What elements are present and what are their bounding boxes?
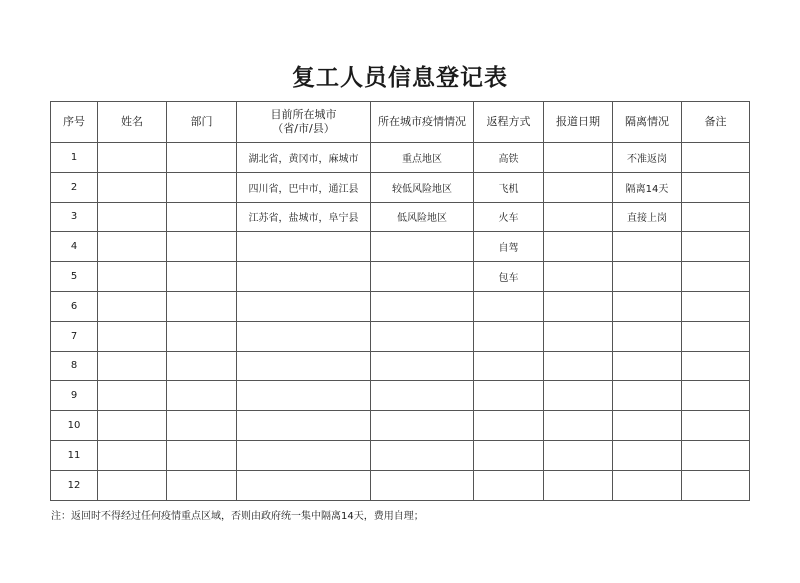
cell-name[interactable] [98,291,167,321]
table-row [51,321,750,351]
table-row [51,411,750,441]
cell-seq[interactable]: 6 [51,291,98,321]
cell-name[interactable] [98,411,167,441]
cell-transport[interactable]: 火车 [474,202,544,232]
header-quarantine: 隔离情况 [613,102,682,143]
cell-dept[interactable] [167,172,237,202]
cell-report-date[interactable] [544,232,613,262]
cell-report-date[interactable] [544,351,613,381]
table-row [51,262,750,292]
cell-report-date[interactable] [544,470,613,500]
cell-transport[interactable]: 飞机 [474,172,544,202]
cell-current-city[interactable]: 江苏省，盐城市，阜宁县 [237,202,371,232]
cell-name[interactable] [98,470,167,500]
cell-current-city[interactable] [237,321,371,351]
cell-dept[interactable] [167,321,237,351]
cell-name[interactable] [98,321,167,351]
page-title: 复工人员信息登记表 [292,65,508,91]
cell-quarantine[interactable] [613,411,682,441]
header-current-city-line1: 目前所在城市 [270,108,337,121]
cell-transport[interactable] [474,411,544,441]
header-transport: 返程方式 [474,102,544,143]
cell-seq[interactable]: 9 [51,381,98,411]
cell-seq[interactable]: 5 [51,262,98,292]
header-epidemic-status: 所在城市疫情情况 [371,102,474,143]
table-header-row [51,102,750,143]
cell-quarantine[interactable] [613,321,682,351]
cell-remark[interactable] [682,351,750,381]
cell-dept[interactable] [167,440,237,470]
footer-note: 注：返回时不得经过任何疫情重点区域，否则由政府统一集中隔离14天，费用自理； [51,511,424,522]
cell-name[interactable] [98,172,167,202]
cell-report-date[interactable] [544,291,613,321]
cell-current-city[interactable] [237,440,371,470]
cell-remark[interactable] [682,262,750,292]
cell-remark[interactable] [682,381,750,411]
cell-dept[interactable] [167,411,237,441]
cell-epidemic-status[interactable] [371,470,474,500]
cell-remark[interactable] [682,291,750,321]
cell-remark[interactable] [682,321,750,351]
cell-name[interactable] [98,202,167,232]
cell-quarantine[interactable] [613,351,682,381]
cell-remark[interactable] [682,440,750,470]
cell-report-date[interactable] [544,172,613,202]
cell-transport[interactable] [474,440,544,470]
table-row [51,381,750,411]
cell-current-city[interactable] [237,262,371,292]
table-row [51,232,750,262]
cell-transport[interactable] [474,381,544,411]
table-row [51,351,750,381]
header-dept: 部门 [167,102,237,143]
header-current-city-line2: （省/市/县） [272,122,335,135]
cell-current-city[interactable]: 湖北省，黄冈市，麻城市 [237,143,371,173]
table-row [51,143,750,173]
cell-epidemic-status[interactable] [371,440,474,470]
cell-remark[interactable] [682,411,750,441]
header-report-date: 报道日期 [544,102,613,143]
cell-quarantine[interactable] [613,262,682,292]
cell-seq[interactable]: 1 [51,143,98,173]
cell-dept[interactable] [167,202,237,232]
cell-report-date[interactable] [544,440,613,470]
table-body [51,143,750,501]
cell-remark[interactable] [682,470,750,500]
cell-epidemic-status[interactable] [371,262,474,292]
cell-quarantine[interactable]: 隔离14天 [613,172,682,202]
cell-current-city[interactable] [237,291,371,321]
cell-name[interactable] [98,232,167,262]
cell-transport[interactable] [474,351,544,381]
cell-transport[interactable]: 自驾 [474,232,544,262]
cell-transport[interactable]: 包车 [474,262,544,292]
registration-table [50,101,750,501]
cell-remark[interactable] [682,202,750,232]
table-row [51,440,750,470]
cell-report-date[interactable] [544,381,613,411]
cell-current-city[interactable] [237,470,371,500]
cell-current-city[interactable] [237,411,371,441]
cell-current-city[interactable] [237,381,371,411]
cell-epidemic-status[interactable] [371,321,474,351]
cell-transport[interactable] [474,291,544,321]
cell-seq[interactable]: 8 [51,351,98,381]
cell-epidemic-status[interactable] [371,381,474,411]
cell-epidemic-status[interactable]: 重点地区 [371,143,474,173]
table-row [51,172,750,202]
cell-quarantine[interactable] [613,291,682,321]
cell-remark[interactable] [682,232,750,262]
cell-name[interactable] [98,440,167,470]
cell-current-city[interactable]: 四川省，巴中市，通江县 [237,172,371,202]
cell-dept[interactable] [167,470,237,500]
table-row [51,470,750,500]
table-row [51,202,750,232]
cell-transport[interactable]: 高铁 [474,143,544,173]
cell-dept[interactable] [167,381,237,411]
cell-name[interactable] [98,381,167,411]
header-seq: 序号 [51,102,98,143]
cell-name[interactable] [98,262,167,292]
cell-quarantine[interactable]: 直接上岗 [613,202,682,232]
header-name: 姓名 [98,102,167,143]
cell-seq[interactable]: 12 [51,470,98,500]
cell-quarantine[interactable] [613,470,682,500]
cell-name[interactable] [98,143,167,173]
cell-seq[interactable]: 2 [51,172,98,202]
cell-report-date[interactable] [544,262,613,292]
cell-epidemic-status[interactable]: 低风险地区 [371,202,474,232]
cell-current-city[interactable] [237,232,371,262]
cell-transport[interactable] [474,321,544,351]
cell-quarantine[interactable] [613,440,682,470]
cell-report-date[interactable] [544,411,613,441]
cell-dept[interactable] [167,291,237,321]
cell-remark[interactable] [682,143,750,173]
cell-current-city[interactable] [237,351,371,381]
cell-epidemic-status[interactable] [371,351,474,381]
cell-seq[interactable]: 3 [51,202,98,232]
cell-report-date[interactable] [544,321,613,351]
cell-seq[interactable]: 10 [51,411,98,441]
header-current-city [237,102,371,143]
cell-report-date[interactable] [544,202,613,232]
cell-seq[interactable]: 11 [51,440,98,470]
cell-report-date[interactable] [544,143,613,173]
cell-remark[interactable] [682,172,750,202]
cell-dept[interactable] [167,262,237,292]
cell-name[interactable] [98,351,167,381]
cell-epidemic-status[interactable] [371,232,474,262]
cell-dept[interactable] [167,351,237,381]
header-remark: 备注 [682,102,750,143]
cell-epidemic-status[interactable] [371,411,474,441]
cell-epidemic-status[interactable] [371,291,474,321]
cell-dept[interactable] [167,143,237,173]
cell-dept[interactable] [167,232,237,262]
cell-epidemic-status[interactable]: 较低风险地区 [371,172,474,202]
cell-seq[interactable]: 4 [51,232,98,262]
cell-transport[interactable] [474,470,544,500]
cell-quarantine[interactable]: 不准返岗 [613,143,682,173]
cell-quarantine[interactable] [613,232,682,262]
table-row [51,291,750,321]
cell-seq[interactable]: 7 [51,321,98,351]
cell-quarantine[interactable] [613,381,682,411]
